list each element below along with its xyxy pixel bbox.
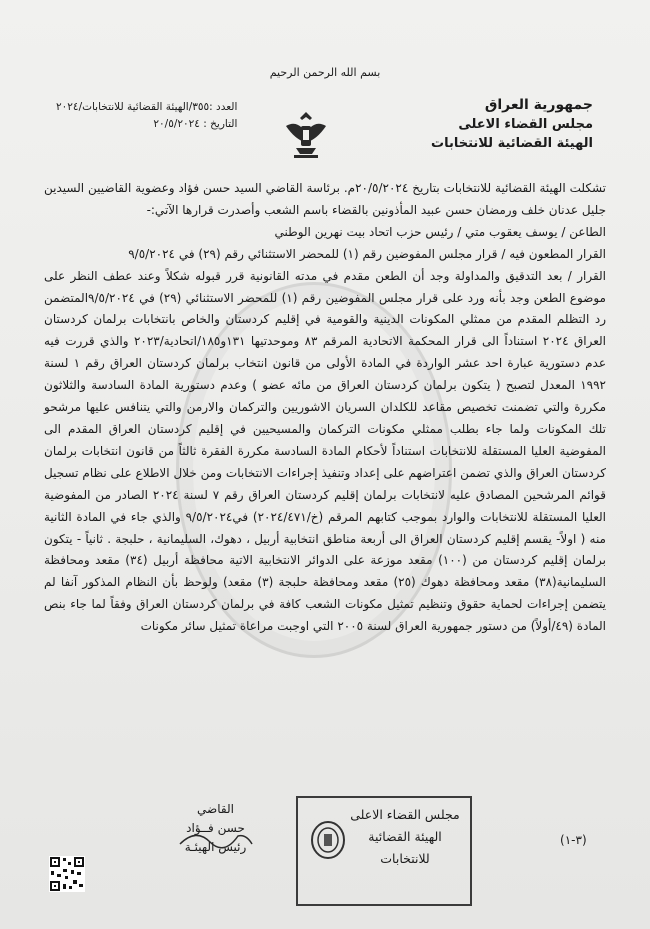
paragraph-decision: القرار / بعد التدقيق والمداولة وجد أن الطعن مقدم في مدته القانونية قرر قبوله شكلاً وعند عطف النظر على موضوع الطعن وجد بأنه ورد على قرار مجلس المفوضين رقم (١) للمحضر الاستثنائي (٢٩) في ٩/٥/٢٠٢٤المتضمن رد التظلم المقدم من ممثلي المكونات الدينية والقومية في إقليم كردستان والخاص بانتخابات برلمان كردستان العراق ٢٠٢٤ استناداً الى قرار المحكمة الاتحادية المرقم ٨٣ وموحدتيها ١٣١و١٨٥/اتحادية/٢٠٢٣ والذي قررت فيه عدم دستورية عبارة احد عشر الواردة في المادة الأولى من قانون انتخاب برلمان كردستان العراق رقم ١ لسنة ١٩٩٢ المعدل لتصبح ( يتكون برلمان كردستان العراق من مائه عضو ) وعدم دستورية المادة السادسة والثلاثون مكررة والتي تضمنت تخصيص مقاعد للكلدان السريان الاشوريين والتركمان والارمن والتي يتنافس عليها مرشحو تلك المكونات ولما جاء بطلب ممثلي مكونات التركمان والمسيحيين في إقليم كردستان العراق المقدم الى المفوضية العليا المستقلة للانتخابات استناداً لأحكام المادة السادسة مكررة الفقرة ثالثاً من قانون انتخابات برلمان كردستان العراق والذي تضمن اعتراضهم على إعداد وتنفيذ إجراءات الانتخابات ومن خلال الاطلاع على نظام تسجيل قوائم المرشحين المصادق عليه لانتخابات برلمان إقليم كردستان العراق رقم ٧ لسنة ٢٠٢٤ الصادر من المفوضية العليا المستقلة للانتخابات والوارد بموجب كتابهم المرقم (خ/٢٠٢٤/٤٧١) في٩/٥/٢٠٢٤ والذي جاء في المادة الثانية منه ( اولاً- يقسم إقليم كردستان العراق الى أربعة مناطق انتخابية أربيل ، دهوك، السليمانية ، حلبجة . ثانياً - يتكون برلمان إقليم كردستان من (١٠٠) مقعد موزعة على الدوائر الانتخابية الاتية محافظة أربيل (٣٤) مقعد ومحافظة السليمانية(٣٨) مقعد ومحافظة دهوك (٢٥) مقعد ومحافظة حلبجة (٣) مقعد) ولوحظ بأن النظام المذكور آنفا لم يتضمن إجراءات لحماية حقوق وتنظيم تمثيل مكونات الشعب كافة في برلمان كردستان العراق وفقاً لما جاء بنص المادة (٤٩/أولاً) من دستور جمهورية العراق لسنة ٢٠٠٥ التي اوجبت مراعاة تمثيل سائر مكونات [44, 268, 607, 634]
official-stamp [296, 796, 472, 906]
decision-body [44, 178, 606, 638]
stamp-line: للانتخابات [380, 851, 430, 866]
judicial-seal-icon [308, 820, 348, 860]
paragraph-appealed-decision: القرار المطعون فيه / قرار مجلس المفوضين رقم (١) للمحضر الاستثنائي رقم (٢٩) في ٩/٥/٢٠٢٤ [128, 246, 606, 261]
iraq-eagle-emblem-icon [282, 108, 330, 162]
handwritten-signature [176, 824, 256, 854]
paragraph-formation: تشكلت الهيئة القضائية للانتخابات بتاريخ ٢٠/٥/٢٠٢٤م. برئاسة القاضي السيد حسن فؤاد وعضوية القاضيين السيدين جليل عدنان خلف ورمضان حسن عبيد المأذونين بالقضاء باسم الشعب وأصدرت قرارها الآتي:- [44, 181, 606, 217]
reference-date: التاريخ : ٢٠/٥/٢٠٢٤ [153, 118, 238, 130]
issuer-commission: الهيئة القضائية للانتخابات [431, 136, 593, 151]
stamp-line: مجلس القضاء الاعلى [350, 807, 460, 822]
basmala: بسم الله الرحمن الرحيم [269, 66, 381, 79]
issuer-council: مجلس القضاء الاعلى [458, 117, 593, 132]
signature-block [168, 800, 263, 857]
paragraph-appellant: الطاعن / يوسف يعقوب متي / رئيس حزب اتحاد بيت نهرين الوطني [274, 224, 606, 239]
signature-name: حسن فــؤاد [186, 821, 245, 835]
signature-title: القاضي [197, 802, 234, 816]
page-number: (٣-١) [560, 833, 587, 847]
reference-block [56, 99, 237, 133]
stamp-line: الهيئة القضائية [368, 829, 442, 844]
issuer-header [431, 96, 593, 153]
issuer-country: جمهورية العراق [484, 97, 593, 113]
signature-role: رئيس الهيئـة [184, 840, 247, 854]
qr-code-icon[interactable] [49, 856, 85, 892]
reference-number: العدد :٣٥٥/الهيئة القضائية للانتخابات/٢٠٢٤ [56, 101, 238, 113]
